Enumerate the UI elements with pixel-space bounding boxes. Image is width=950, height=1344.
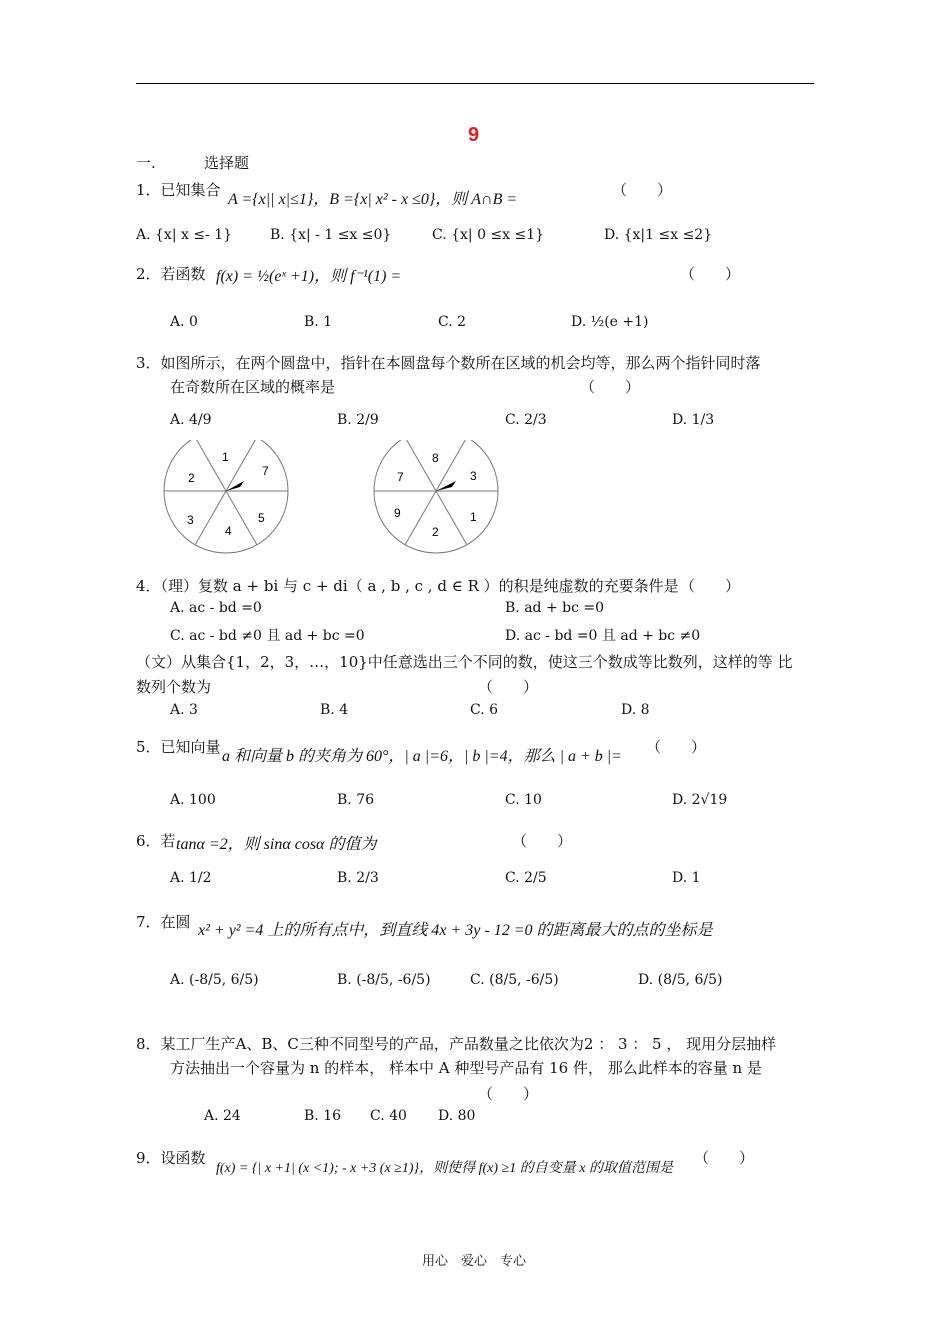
q3-option-a: A. 4/9 — [170, 412, 212, 428]
q7-math: x² + y² =4 上的所有点中，到直线 4x + 3y - 12 =0 的距离最大的点的坐标是 — [198, 922, 713, 939]
q8-bracket: （ ） — [478, 1085, 539, 1103]
q2-option-c: C. 2 — [438, 314, 467, 330]
q6-stem: 6．若 — [136, 832, 176, 850]
page-footer: 用心 爱心 专心 — [422, 1254, 527, 1269]
q2-stem: 2．若函数 — [136, 265, 206, 283]
wheel2-label: 3 — [470, 469, 477, 483]
q7-option-c: C. (8/5, -6/5) — [470, 972, 559, 988]
spinner-wheel-1 — [160, 440, 300, 560]
q5-option-b: B. 76 — [337, 792, 375, 808]
q2-math: f(x) = ½(eˣ +1)，则 f⁻¹(1) = — [216, 268, 402, 285]
q4-option-d: D. ac - bd =0 且 ad + bc ≠0 — [505, 628, 701, 644]
wheel1-label: 5 — [258, 511, 265, 525]
q6-option-b: B. 2/3 — [337, 870, 379, 886]
q1-option-a: A. {x| x ≤- 1} — [136, 227, 233, 243]
q8-stem-continued: 方法抽出一个容量为 n 的样本， 样本中 A 种型号产品有 16 件， 那么此样本的容量 n 是 — [170, 1059, 762, 1077]
q9-bracket: （ ） — [694, 1149, 755, 1167]
q5-option-a: A. 100 — [170, 792, 216, 808]
q2-option-a: A. 0 — [170, 314, 198, 330]
q7-option-b: B. (-8/5, -6/5) — [337, 972, 431, 988]
q5-option-c: C. 10 — [505, 792, 542, 808]
q4w-option-a: A. 3 — [170, 702, 198, 718]
q3-bracket: （ ） — [580, 378, 641, 396]
q4w-option-b: B. 4 — [320, 702, 349, 718]
q6-option-d: D. 1 — [672, 870, 701, 886]
q6-option-c: C. 2/5 — [505, 870, 547, 886]
q4w-option-c: C. 6 — [470, 702, 499, 718]
q3-stem: 3．如图所示，在两个圆盘中，指针在本圆盘每个数所在区域的机会均等，那么两个指针同时落 — [136, 354, 761, 372]
q3-option-c: C. 2/3 — [505, 412, 547, 428]
q4-option-b: B. ad + bc =0 — [505, 600, 605, 616]
q6-bracket: （ ） — [512, 832, 573, 850]
q4w-option-d: D. 8 — [621, 702, 650, 718]
q3-option-d: D. 1/3 — [672, 412, 715, 428]
q5-option-d: D. 2√19 — [672, 792, 728, 808]
q2-bracket: （ ） — [680, 265, 741, 283]
spinner-wheel-2 — [368, 440, 508, 560]
q8-option-b: B. 16 — [304, 1108, 342, 1124]
wheel1-label: 7 — [262, 464, 269, 478]
q2-option-b: B. 1 — [304, 314, 333, 330]
q4w-stem-continued: 数列个数为 — [136, 678, 212, 696]
wheel2-label: 8 — [432, 451, 439, 465]
q4-option-c: C. ac - bd ≠0 且 ad + bc =0 — [170, 628, 365, 644]
section-title: 选择题 — [204, 154, 250, 172]
q9-stem: 9．设函数 — [136, 1149, 206, 1167]
wheel1-label: 3 — [187, 513, 194, 527]
q1-option-b: B. {x| - 1 ≤x ≤0} — [270, 227, 392, 243]
q8-option-d: D. 80 — [438, 1108, 476, 1124]
q5-math: a 和向量 b 的夹角为 60°，| a |=6，| b |=4，那么 | a + b |= — [222, 748, 622, 765]
q6-option-a: A. 1/2 — [170, 870, 212, 886]
q7-option-a: A. (-8/5, 6/5) — [170, 972, 259, 988]
q1-stem: 1．已知集合 — [136, 181, 221, 199]
q3-stem-continued: 在奇数所在区域的概率是 — [170, 378, 336, 396]
q4w-stem: （文）从集合{1，2，3，…，10}中任意选出三个不同的数，使这三个数成等比数列，这样的等 比 — [136, 653, 793, 671]
wheel1-label: 2 — [188, 471, 195, 485]
q9-math: f(x) = {| x +1| (x <1); - x +3 (x ≥1)}，则使得 f(x) ≥1 的自变量 x 的取值范围是 — [216, 1161, 673, 1176]
q7-stem: 7．在圆 — [136, 913, 191, 931]
q1-option-d: D. {x|1 ≤x ≤2} — [604, 227, 713, 243]
wheel1-label: 1 — [222, 450, 229, 464]
header-rule — [136, 83, 814, 84]
q6-math: tanα =2，则 sinα cosα 的值为 — [176, 836, 377, 853]
q8-option-a: A. 24 — [204, 1108, 241, 1124]
q1-option-c: C. {x| 0 ≤x ≤1} — [432, 227, 545, 243]
q2-option-d: D. ½(e +1) — [571, 314, 649, 330]
q8-option-c: C. 40 — [370, 1108, 407, 1124]
wheel2-label: 1 — [470, 510, 477, 524]
q8-stem: 8．某工厂生产A、B、C三种不同型号的产品，产品数量之比依次为2 ： 3 ： 5 ， 现用分层抽样 — [136, 1035, 777, 1053]
q1-math: A ={x|| x|≤1}，B ={x| x² - x ≤0}，则 A∩B = — [228, 191, 518, 208]
q1-bracket: （ ） — [612, 181, 673, 199]
q5-stem: 5．已知向量 — [136, 738, 221, 756]
wheel2-label: 7 — [397, 470, 404, 484]
q4-stem: 4．（理）复数 a + bi 与 c + di（ a , b , c , d ∈ R ）的积是纯虚数的充要条件是 — [136, 577, 679, 595]
q4-bracket: （ ） — [680, 577, 741, 595]
wheel2-label: 9 — [394, 506, 401, 520]
q7-option-d: D. (8/5, 6/5) — [638, 972, 723, 988]
section-label: 一. — [136, 154, 156, 172]
q5-bracket: （ ） — [646, 738, 707, 756]
q3-option-b: B. 2/9 — [337, 412, 379, 428]
wheel1-label: 4 — [225, 524, 232, 538]
wheel2-label: 2 — [432, 525, 439, 539]
q4-option-a: A. ac - bd =0 — [170, 600, 262, 616]
page-number: 9 — [468, 124, 480, 146]
q4w-bracket: （ ） — [478, 678, 539, 696]
